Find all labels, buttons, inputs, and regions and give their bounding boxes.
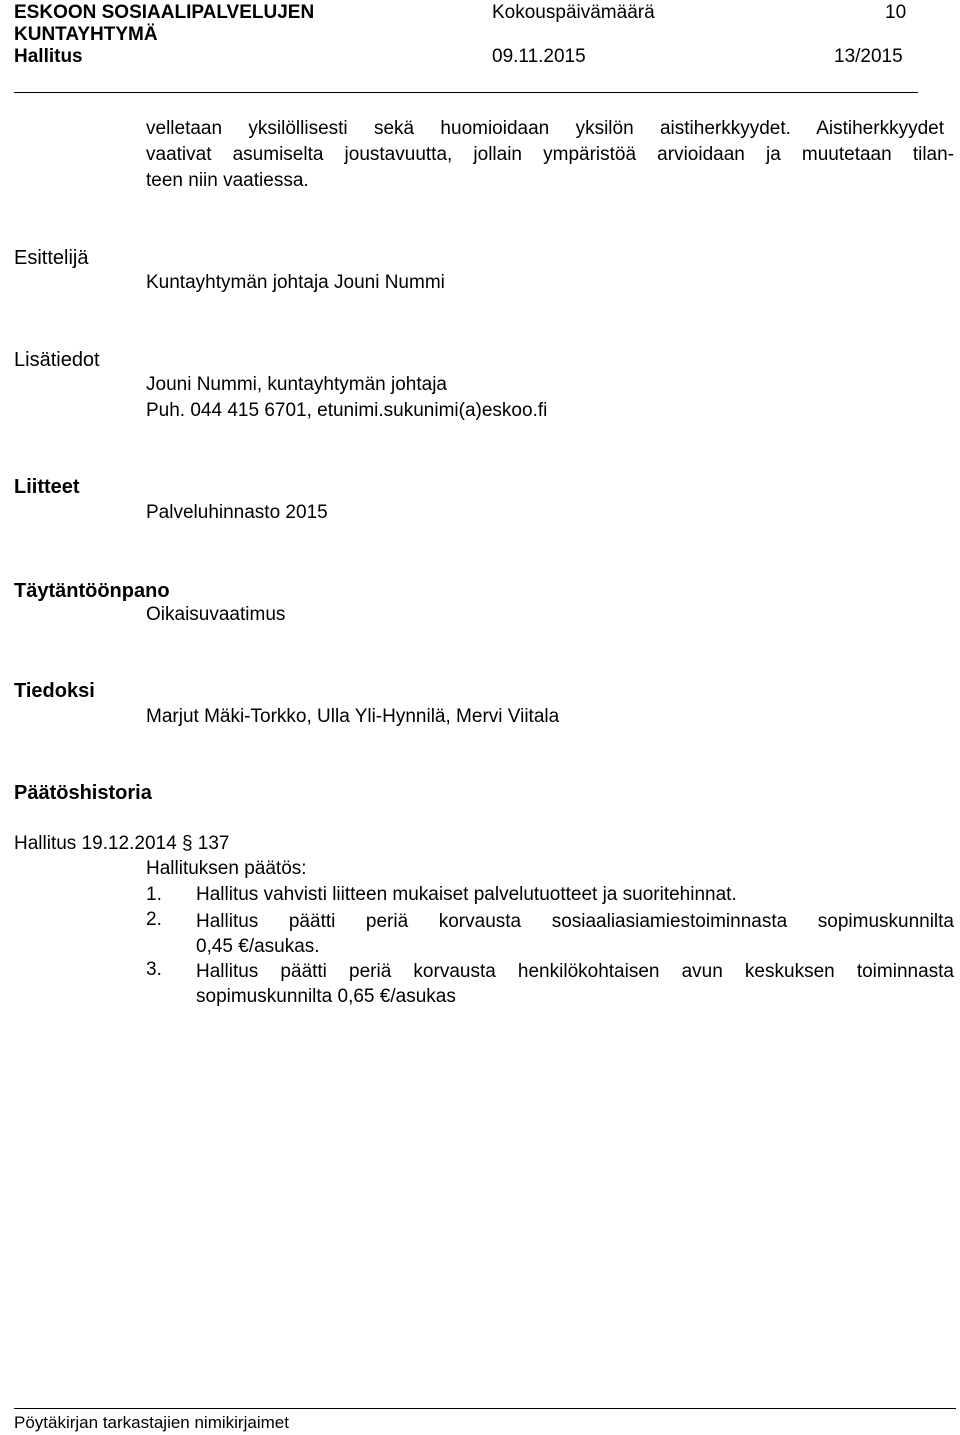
intro-line: vaativat asumiselta joustavuutta, jollain ympäristöä arvioidaan ja muutetaan tilan- [146,144,954,165]
meeting-number: 13/2015 [834,46,903,67]
implementation-label: Täytäntöönpano [14,580,170,602]
footer-rule [14,1408,956,1409]
decision-label: Hallituksen päätös: [146,858,307,879]
intro-line: velletaan yksilöllisesti sekä huomioidaan yksilön aistiherkkyydet. Aistiherkkyydet [146,118,944,139]
implementation-value: Oikaisuvaatimus [146,604,286,625]
decision-history-entry: Hallitus 19.12.2014 § 137 [14,833,230,854]
decision-item-text [196,909,954,959]
decision-item-line: Hallitus päätti periä korvausta sosiaaliasiamiestoiminnasta sopimuskunnilta [196,911,954,932]
decision-item-number: 3. [146,959,162,980]
presenter-label: Esittelijä [14,247,89,269]
footer-initials-label: Pöytäkirjan tarkastajien nimikirjaimet [14,1413,289,1432]
additional-info-line: Jouni Nummi, kuntayhtymän johtaja [146,374,447,395]
attachments-label: Liitteet [14,476,80,498]
header-rule [14,92,918,93]
decision-item-text [196,959,954,1009]
org-name-line1: ESKOON SOSIAALIPALVELUJEN [14,2,315,23]
decision-history-label: Päätöshistoria [14,782,152,804]
page-number: 10 [885,2,907,23]
decision-item-number: 1. [146,884,162,905]
intro-paragraph [146,116,954,194]
meeting-body: Hallitus [14,46,83,67]
additional-info-label: Lisätiedot [14,349,100,371]
meeting-date-label: Kokouspäivämäärä [492,2,655,23]
decision-item-number: 2. [146,909,162,930]
org-name-line2: KUNTAYHTYMÄ [14,24,158,45]
intro-line: teen niin vaatiessa. [146,170,309,191]
presenter-value: Kuntayhtymän johtaja Jouni Nummi [146,272,445,293]
decision-item-line: sopimuskunnilta 0,65 €/asukas [196,986,456,1007]
attachment-item: Palveluhinnasto 2015 [146,502,328,523]
decision-item-text: Hallitus vahvisti liitteen mukaiset palvelutuotteet ja suoritehinnat. [196,884,737,905]
additional-info-line: Puh. 044 415 6701, etunimi.sukunimi(a)eskoo.fi [146,400,548,421]
meeting-date: 09.11.2015 [492,46,586,67]
for-info-value: Marjut Mäki-Torkko, Ulla Yli-Hynnilä, Mervi Viitala [146,706,560,727]
for-info-label: Tiedoksi [14,680,95,702]
decision-item-line: Hallitus päätti periä korvausta henkilökohtaisen avun keskuksen toiminnasta [196,961,954,982]
decision-item-line: 0,45 €/asukas. [196,936,320,957]
